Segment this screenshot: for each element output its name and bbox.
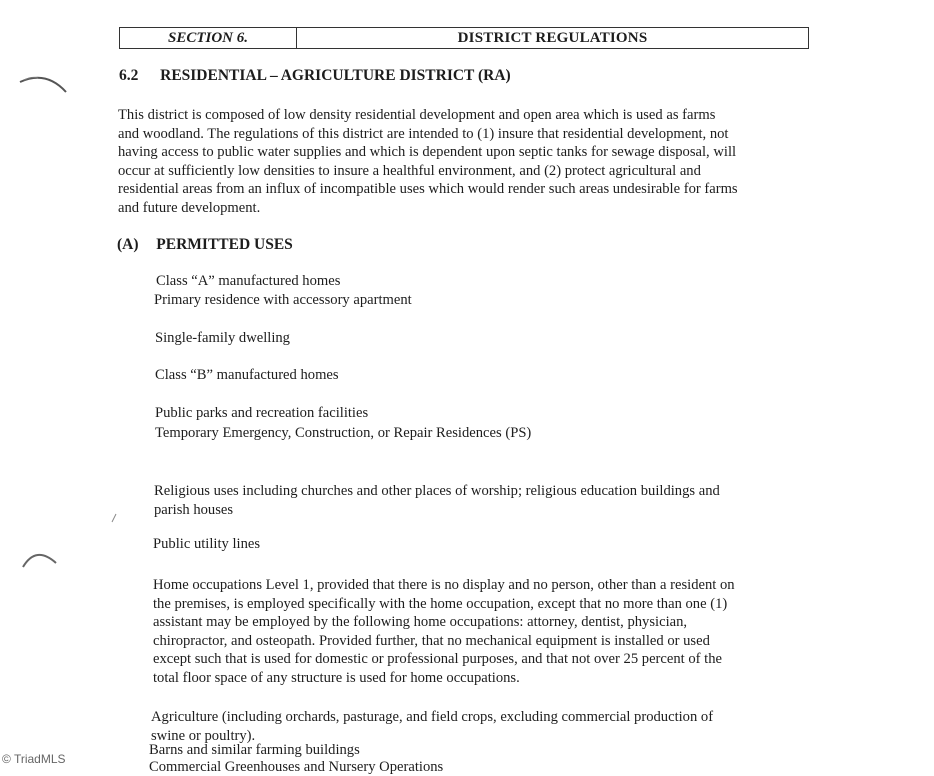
use-item: Primary residence with accessory apartment bbox=[154, 292, 412, 308]
use-line: Home occupations Level 1, provided that there is no display and no person, other than a resident on bbox=[153, 577, 735, 593]
use-line: swine or poultry). bbox=[151, 727, 256, 744]
permitted-title: PERMITTED USES bbox=[156, 236, 293, 253]
permitted-label: (A) bbox=[117, 236, 139, 253]
district-number: 6.2 bbox=[119, 67, 139, 84]
intro-line: having access to public water supplies and which is dependent upon septic tanks for sewage disposal, will bbox=[118, 144, 737, 161]
intro-line: and future development. bbox=[118, 199, 261, 216]
section-label: SECTION 6. bbox=[120, 28, 297, 48]
punch-mark-icon bbox=[18, 70, 70, 100]
use-line: total floor space of any structure is used for home occupations. bbox=[153, 669, 520, 686]
intro-line: This district is composed of low density residential development and open area which is used as farms bbox=[118, 107, 716, 123]
section-title: DISTRICT REGULATIONS bbox=[457, 29, 648, 46]
use-item-home-occupations bbox=[153, 576, 735, 688]
use-line: Agriculture (including orchards, pasturage, and field crops, excluding commercial production of bbox=[151, 709, 714, 725]
use-item: Public parks and recreation facilities bbox=[155, 405, 369, 421]
punch-mark-icon bbox=[20, 545, 62, 575]
use-item: Class “B” manufactured homes bbox=[155, 367, 339, 383]
use-item: Commercial Greenhouses and Nursery Operations bbox=[149, 759, 444, 775]
permitted-uses-heading bbox=[117, 236, 293, 254]
stray-mark-icon bbox=[110, 512, 118, 524]
use-item-agriculture bbox=[151, 708, 713, 745]
use-line: the premises, is employed specifically with the home occupation, except that no more than one (1) bbox=[153, 595, 728, 612]
intro-paragraph bbox=[118, 106, 738, 218]
intro-line: residential areas from an influx of incompatible uses which would render such areas undesirable for farms bbox=[118, 181, 738, 198]
use-line: assistant may be employed by the following home occupations: attorney, dentist, physician, bbox=[153, 614, 688, 631]
use-line: parish houses bbox=[154, 501, 234, 518]
intro-line: occur at sufficiently low densities to insure a healthful environment, and (2) protect agricultural and bbox=[118, 162, 701, 179]
use-item: Public utility lines bbox=[153, 536, 261, 552]
use-line: chiropractor, and osteopath. Provided further, that no mechanical equipment is installed or used bbox=[153, 632, 710, 649]
use-item: Single-family dwelling bbox=[155, 330, 290, 346]
use-line: Religious uses including churches and other places of worship; religious education buildings and bbox=[154, 483, 720, 499]
use-item: Barns and similar farming buildings bbox=[149, 742, 360, 758]
use-line: except such that is used for domestic or professional purposes, and that not over 25 percent of the bbox=[153, 651, 722, 668]
district-heading bbox=[119, 67, 511, 85]
use-item: Temporary Emergency, Construction, or Repair Residences (PS) bbox=[155, 425, 532, 441]
use-item: Class “A” manufactured homes bbox=[156, 273, 341, 289]
watermark: © TriadMLS bbox=[2, 752, 66, 766]
section-header bbox=[119, 27, 809, 49]
intro-line: and woodland. The regulations of this district are intended to (1) insure that residential development, not bbox=[118, 125, 729, 142]
use-item-religious bbox=[154, 482, 720, 519]
district-title: RESIDENTIAL – AGRICULTURE DISTRICT (RA) bbox=[160, 67, 511, 84]
